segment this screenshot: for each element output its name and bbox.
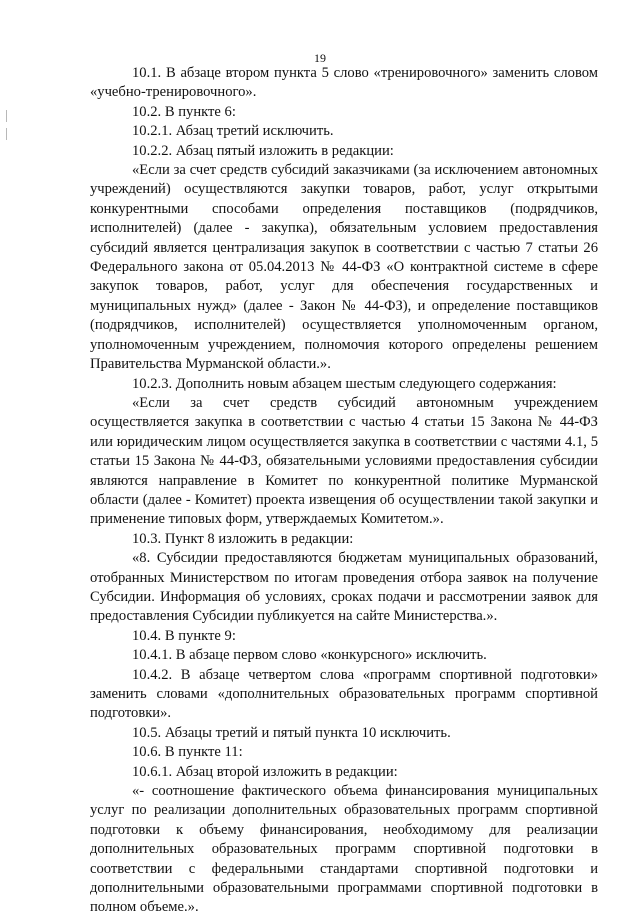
quoted-paragraph-centralization: «Если за счет средств субсидий заказчиками (за исключением автономных учреждений) осуществляются закупки товаров, работ, услуг открытыми конкурентными способами определения поставщиков (подрядчиков, исполнителей) (далее - закупка), обязательным условием предоставления субсидий является централизация закупок в соответствии с частью 7 статьи 26 Федерального закона от 05.04.2013 № 44-ФЗ «О контрактной системе в сфере закупок товаров, работ, услуг для обеспечения государственных и муниципальных нужд» (далее - Закон № 44-ФЗ), и определение поставщиков (подрядчиков, исполнителей) осуществляется уполномоченным органом, уполномоченным учреждением, полномочия которого определены решением Правительства Мурманской области.».: [90, 162, 598, 373]
scan-margin-mark: [6, 128, 7, 140]
paragraph-10-1: 10.1. В абзаце втором пункта 5 слово «тренировочного» заменить словом «учебно-тренировочного».: [90, 65, 598, 101]
paragraph-10-2-2: 10.2.2. Абзац пятый изложить в редакции:: [132, 142, 394, 159]
paragraph-10-6: 10.6. В пункте 11:: [132, 744, 243, 761]
paragraph-10-2-1: 10.2.1. Абзац третий исключить.: [132, 123, 334, 140]
page-number: 19: [314, 51, 326, 65]
paragraph-10-2-3: 10.2.3. Дополнить новым абзацем шестым следующего содержания:: [132, 375, 557, 392]
paragraph-10-4: 10.4. В пункте 9:: [132, 627, 236, 644]
paragraph-10-2: 10.2. В пункте 6:: [132, 103, 236, 120]
scan-margin-mark: [6, 110, 7, 122]
quoted-paragraph-autonomous: «Если за счет средств субсидий автономным учреждением осуществляется закупка в соответствии с частью 4 статьи 15 Закона № 44-ФЗ или юридическим лицом осуществляется закупка в соответствии с частями 4.1, 5 статьи 15 Закона № 44-ФЗ, обязательными условиями предоставления субсидии являются направление в Комитет по конкурентной политике Мурманской области (далее - Комитет) проекта извещения об осуществлении такой закупки и применение типовых форм, утверждаемых Комитетом.».: [90, 394, 598, 528]
paragraph-10-5: 10.5. Абзацы третий и пятый пункта 10 исключить.: [132, 724, 451, 741]
quoted-paragraph-ratio: «- соотношение фактического объема финансирования муниципальных услуг по реализации дополнительных образовательных программ спортивной подготовки к объему финансирования, необходимому для реализации дополнительных образовательных программ спортивной подготовки в соответствии с федеральными стандартами спортивной подготовки и дополнительными образовательными программами спортивной подготовки в полном объеме.».: [90, 783, 598, 916]
quoted-paragraph-8: «8. Субсидии предоставляются бюджетам муниципальных образований, отобранных Министерством по итогам проведения отбора заявок на получение Субсидии. Информация об условиях, сроках подачи и рассмотрении заявок для предоставления Субсидии публикуется на сайте Министерства.».: [90, 550, 598, 625]
paragraph-10-6-1: 10.6.1. Абзац второй изложить в редакции:: [132, 763, 398, 780]
paragraph-10-4-2: 10.4.2. В абзаце четвертом слова «программ спортивной подготовки» заменить словами «дополнительных образовательных программ спортивной подготовки».: [90, 666, 598, 722]
document-body: [90, 64, 598, 918]
paragraph-10-3: 10.3. Пункт 8 изложить в редакции:: [132, 530, 354, 547]
paragraph-10-4-1: 10.4.1. В абзаце первом слово «конкурсного» исключить.: [132, 647, 487, 664]
